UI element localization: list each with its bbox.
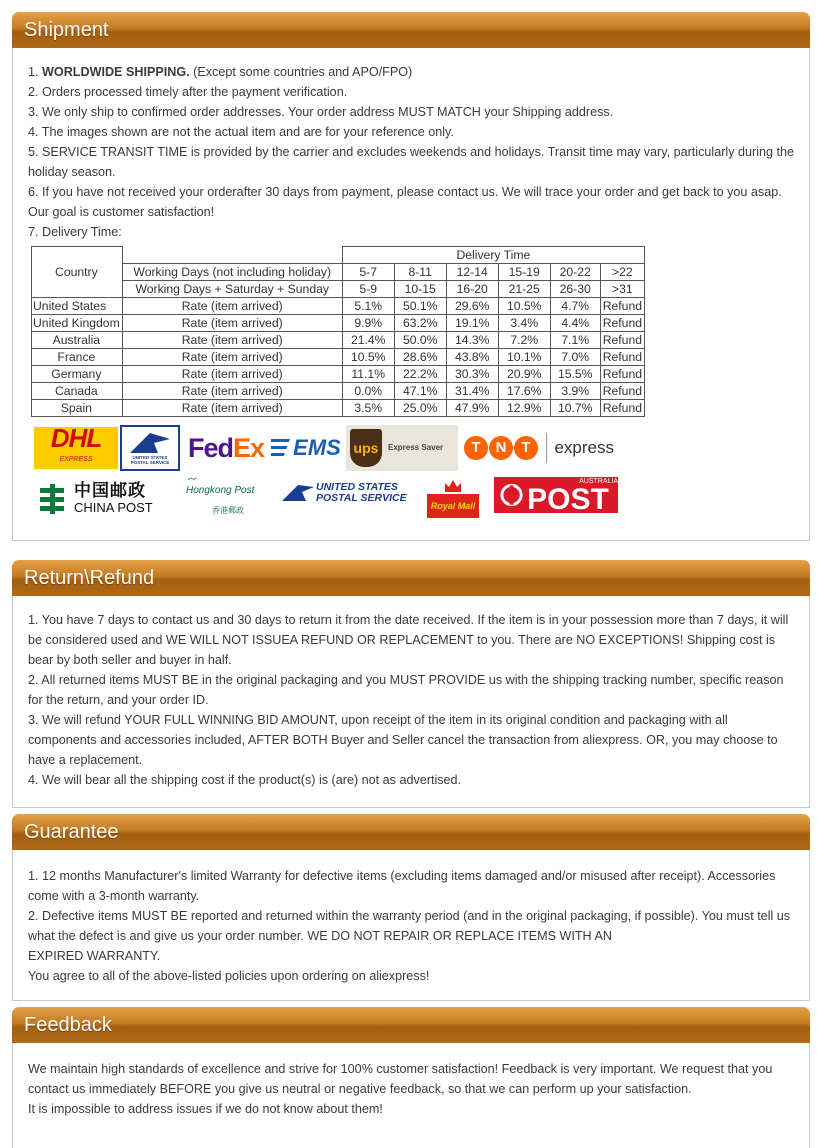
feedback-item-2: It is impossible to address issues if we do not know about them! xyxy=(28,1102,383,1116)
usps-eagle-icon xyxy=(282,483,314,503)
shipment-item-4: 4. The images shown are not the actual item and are for your reference only. xyxy=(28,125,454,139)
shipment-item-7: 7. Delivery Time: xyxy=(28,225,122,239)
ups-shield-icon: ups xyxy=(350,429,382,467)
guarantee-section xyxy=(12,814,810,1001)
shipment-item-2: 2. Orders processed timely after the payment verification. xyxy=(28,85,348,99)
crown-icon xyxy=(443,478,463,494)
return-refund-section xyxy=(12,560,810,808)
guarantee-item-3: EXPIRED WARRANTY. xyxy=(28,949,161,963)
usps-eagle-logo: UNITED STATES POSTAL SERVICE xyxy=(120,425,180,471)
table-row: Australia Rate (item arrived) 21.4% 50.0% 14.3% 7.2% 7.1% Refund xyxy=(32,332,645,349)
shipment-header: Shipment xyxy=(12,12,810,48)
delivery-time-caption: Delivery Time xyxy=(342,247,644,264)
table-row: United States Rate (item arrived) 5.1% 50.1% 29.6% 10.5% 4.7% Refund xyxy=(32,298,645,315)
table-row: United Kingdom Rate (item arrived) 9.9% 63.2% 19.1% 3.4% 4.4% Refund xyxy=(32,315,645,332)
royal-mail-logo: Royal Mail xyxy=(422,475,484,521)
refund-item-2: 2. All returned items MUST BE in the original packaging and you MUST PROVIDE us with the shipping tracking number, specific reason for the return, and your order ID. xyxy=(28,673,784,707)
feedback-item-1: We maintain high standards of excellence and strive for 100% customer satisfaction! Feedback is very important. We request that you contact us immediately BEFORE you give us neutral or negative feedback, so that we can perform up your satisfaction. xyxy=(28,1062,773,1096)
ups-logo: ups Express Saver xyxy=(346,425,458,471)
guarantee-body xyxy=(12,850,810,1001)
working-days-weekend-row: Working Days + Saturday + Sunday 5-9 10-15 16-20 21-25 26-30 >31 xyxy=(32,281,645,298)
country-header: Country xyxy=(32,247,123,298)
carrier-logos xyxy=(28,425,794,529)
table-row: Spain Rate (item arrived) 3.5% 25.0% 47.9% 12.9% 10.7% Refund xyxy=(32,400,645,417)
shipment-section xyxy=(12,12,810,541)
table-row: Canada Rate (item arrived) 0.0% 47.1% 31.4% 17.6% 3.9% Refund xyxy=(32,383,645,400)
australia-post-icon xyxy=(500,483,523,507)
feedback-body xyxy=(12,1043,810,1148)
tnt-logo: T N T express xyxy=(464,429,614,467)
china-post-icon xyxy=(36,482,70,516)
shipment-item-3: 3. We only ship to confirmed order addresses. Your order address MUST MATCH your Shipping address. xyxy=(28,105,614,119)
dhl-logo: DHL EXPRESS xyxy=(34,427,118,469)
guarantee-item-1: 1. 12 months Manufacturer's limited Warranty for defective items (excluding items damaged and/or misused after receipt). Accessories come with a 3-month warranty. xyxy=(28,869,776,903)
ems-logo: EMS xyxy=(270,431,342,465)
feedback-section xyxy=(12,1007,810,1148)
tnt-circle-t1: T xyxy=(464,436,488,460)
hongkong-post-logo: Hongkong Post 香港郵政 xyxy=(172,477,272,521)
working-days-row: Working Days (not including holiday) 5-7 8-11 12-14 15-19 20-22 >22 xyxy=(32,264,645,281)
shipment-body xyxy=(12,48,810,541)
return-refund-header: Return\Refund xyxy=(12,560,810,596)
delivery-time-table xyxy=(31,246,645,417)
table-row: France Rate (item arrived) 10.5% 28.6% 43.8% 10.1% 7.0% Refund xyxy=(32,349,645,366)
shipment-item-6: 6. If you have not received your orderafter 30 days from payment, please contact us. We will trace your order and get back to you asap. Our goal is customer satisfaction! xyxy=(28,185,782,219)
refund-item-4: 4. We will bear all the shipping cost if the product(s) is (are) not as advertised. xyxy=(28,773,462,787)
feedback-header: Feedback xyxy=(12,1007,810,1043)
refund-item-3: 3. We will refund YOUR FULL WINNING BID AMOUNT, upon receipt of the item in its original condition and packaging with all components and accessories included, AFTER BOTH Buyer and Seller cancel the transaction from aliexpress. OR, you may choose to have a replacement. xyxy=(28,713,778,767)
tnt-circle-n: N xyxy=(489,436,513,460)
usps-logo: UNITED STATES POSTAL SERVICE xyxy=(282,481,412,505)
refund-item-1: 1. You have 7 days to contact us and 30 days to return it from the date received. If the item is in your possession more than 7 days, it will be considered used and WE WILL NOT ISSUEA REFUND OR REPLACEMENT to you. There are NO EXCEPTIONS! Shipping cost is bear by both seller and buyer in half. xyxy=(28,613,789,667)
guarantee-item-4: You agree to all of the above-listed policies upon ordering on aliexpress! xyxy=(28,969,430,983)
tnt-circle-t2: T xyxy=(514,436,538,460)
fedex-logo: Fed Ex xyxy=(187,433,265,463)
china-post-logo: 中国邮政 CHINA POST xyxy=(36,479,164,519)
return-refund-body xyxy=(12,596,810,808)
shipment-item-5: 5. SERVICE TRANSIT TIME is provided by the carrier and excludes weekends and holidays. Transit time may vary, particularly during the holiday season. xyxy=(28,145,795,179)
table-row: Germany Rate (item arrived) 11.1% 22.2% 30.3% 20.9% 15.5% Refund xyxy=(32,366,645,383)
guarantee-item-2: 2. Defective items MUST BE reported and returned within the warranty period (and in the original packaging, if possible). You must tell us what the defect is and give us your order number. WE DO NOT REPAIR OR REPLACE ITEMS WITH AN xyxy=(28,909,791,943)
australia-post-logo: AUSTRALIA POST xyxy=(494,477,618,513)
shipment-item-1: 1. WORLDWIDE SHIPPING. (Except some countries and APO/FPO) xyxy=(28,65,413,79)
guarantee-header: Guarantee xyxy=(12,814,810,850)
